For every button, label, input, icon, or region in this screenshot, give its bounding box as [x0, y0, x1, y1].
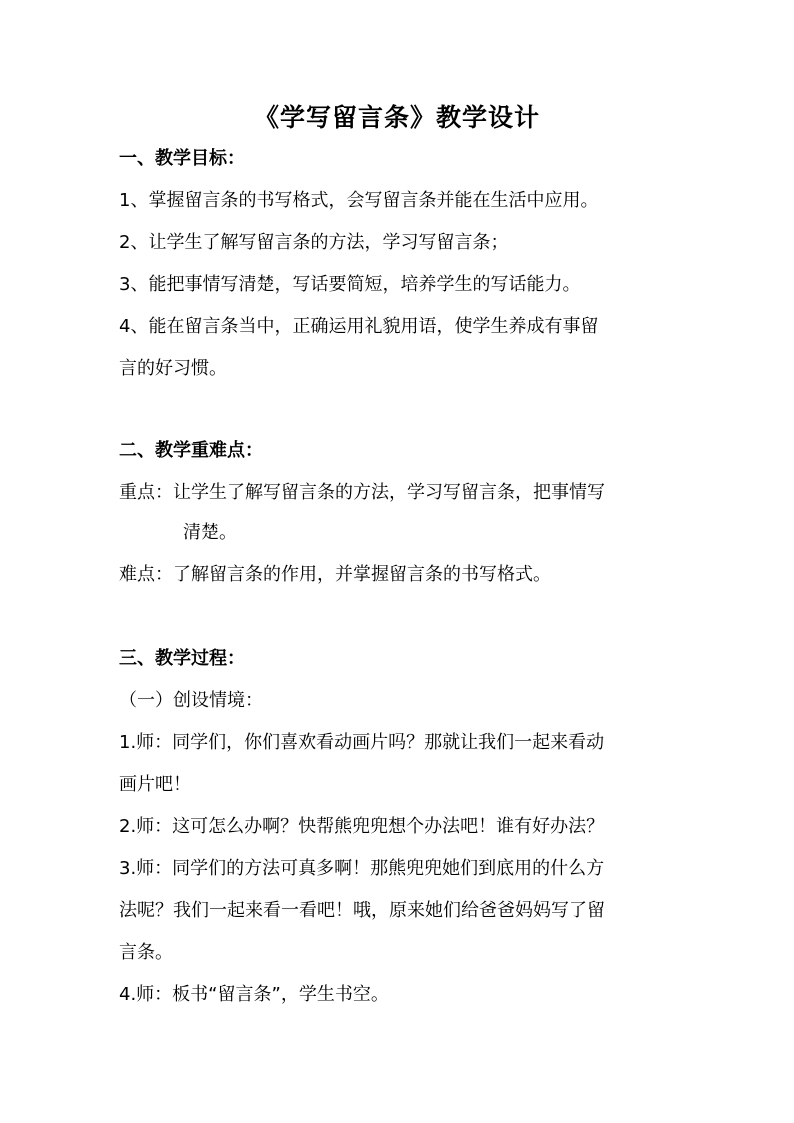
process-line: 2.师：这可怎么办啊？快帮熊兜兜想个办法吧！谁有好办法？	[119, 816, 605, 837]
key-point-text-continued: 清楚。	[183, 522, 237, 543]
process-line: 3.师：同学们的方法可真多啊！那熊兜兜她们到底用的什么方	[119, 858, 605, 879]
section-heading-key-points: 二、教学重难点：	[119, 440, 263, 461]
process-line: 画片吧！	[119, 774, 191, 795]
section-heading-objectives: 一、教学目标：	[119, 148, 245, 169]
objective-item-continued: 言的好习惯。	[119, 358, 227, 379]
objective-item: 3、能把事情写清楚，写话要简短，培养学生的写话能力。	[119, 274, 581, 295]
process-line: 1.师：同学们，你们喜欢看动画片吗？那就让我们一起来看动	[119, 732, 605, 753]
process-subheading: （一）创设情境：	[119, 690, 263, 711]
objective-item: 1、掌握留言条的书写格式，会写留言条并能在生活中应用。	[119, 190, 599, 211]
objective-item: 4、能在留言条当中，正确运用礼貌用语，使学生养成有事留	[119, 316, 599, 337]
process-line: 4.师：板书“留言条”，学生书空。	[119, 984, 389, 1005]
section-heading-process: 三、教学过程：	[119, 648, 245, 669]
process-line: 法呢？我们一起来看一看吧！哦，原来她们给爸爸妈妈写了留	[119, 900, 605, 921]
difficult-point-text: 难点：了解留言条的作用，并掌握留言条的书写格式。	[119, 564, 551, 585]
objective-item: 2、让学生了解写留言条的方法，学习写留言条；	[119, 232, 509, 253]
document-title: 《学写留言条》教学设计	[253, 103, 540, 132]
process-line: 言条。	[119, 942, 173, 963]
key-point-text: 重点：让学生了解写留言条的方法，学习写留言条，把事情写	[119, 482, 605, 503]
